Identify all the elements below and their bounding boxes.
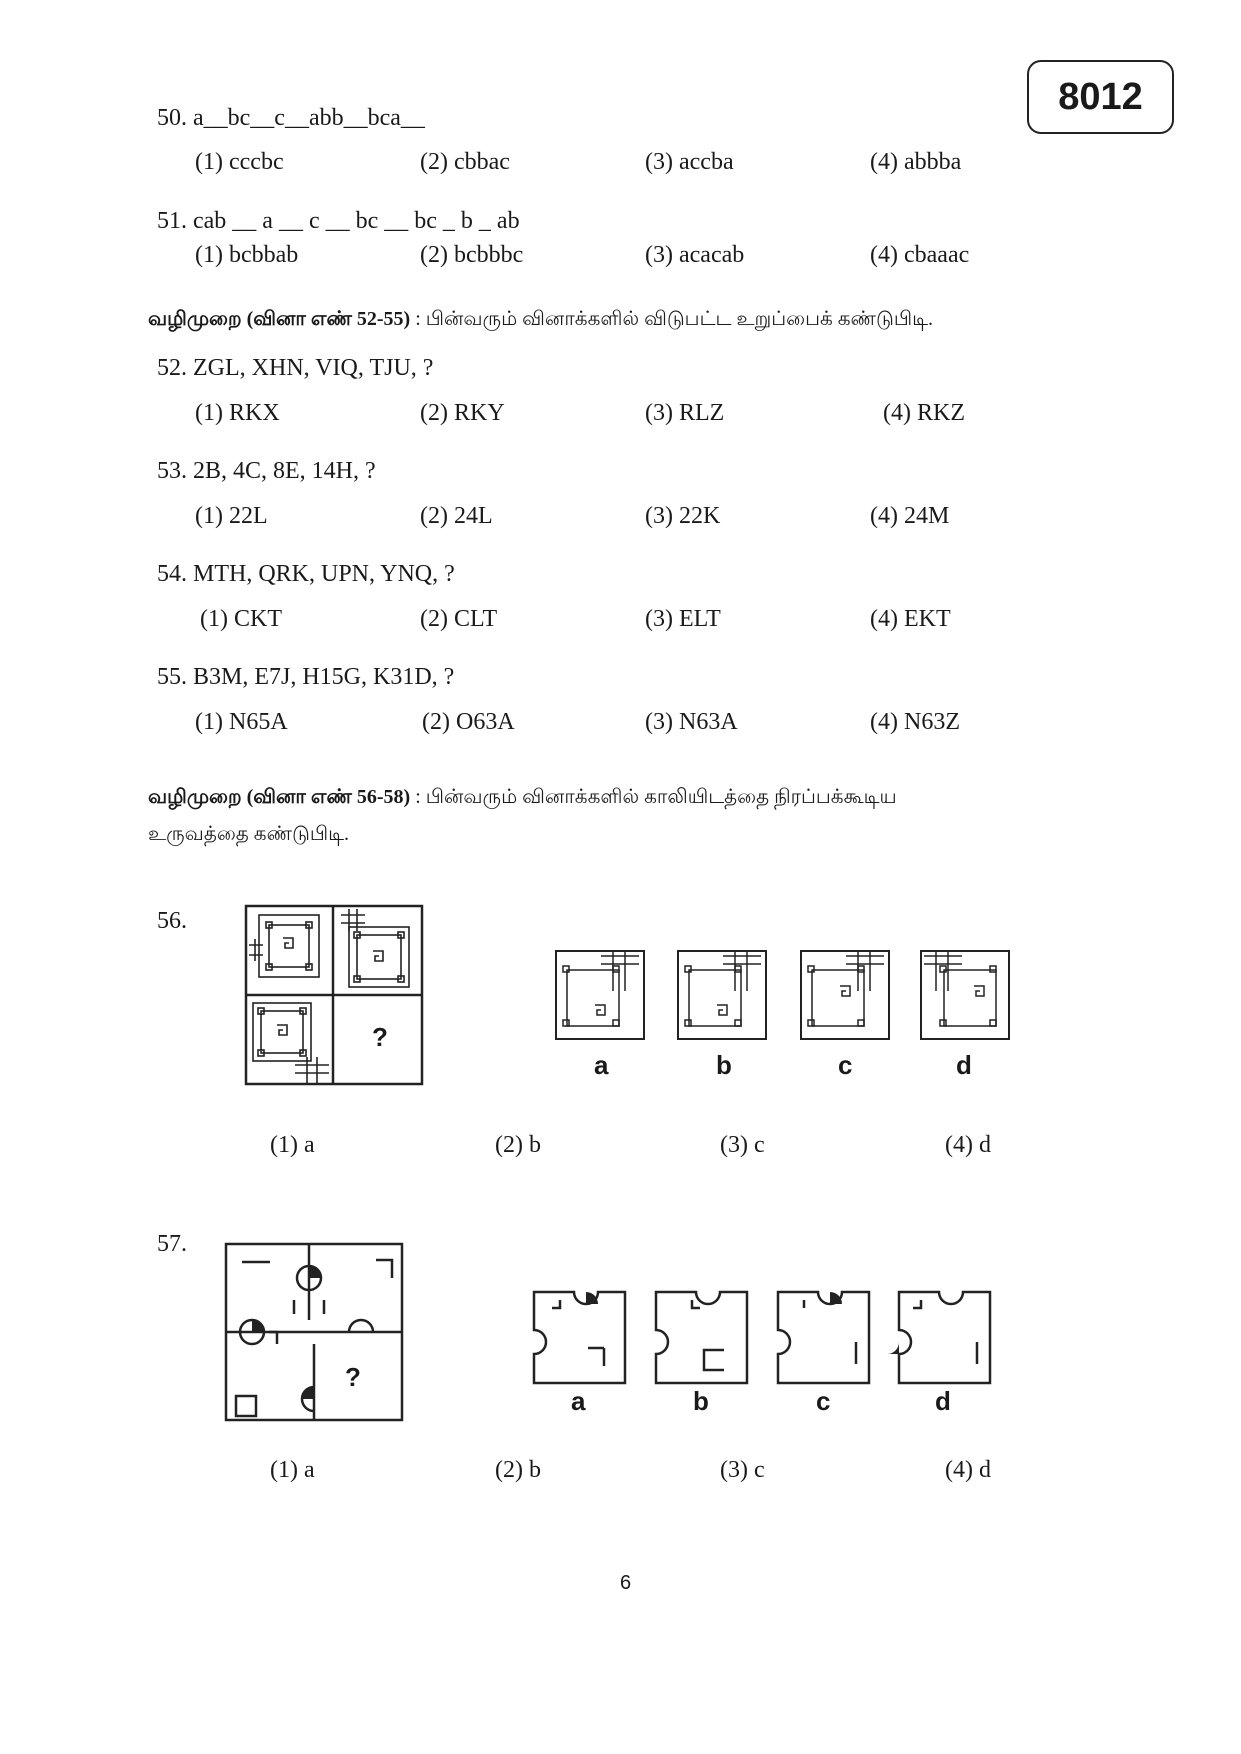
q56-option-4[interactable]: (4) d <box>945 1132 991 1158</box>
instruction-56-58 <box>148 783 897 811</box>
q52-option-1[interactable]: (1) RKX <box>195 400 280 426</box>
q57-option-1[interactable]: (1) a <box>270 1457 315 1483</box>
question-54: 54. MTH, QRK, UPN, YNQ, ? <box>157 561 455 587</box>
q56-option-1[interactable]: (1) a <box>270 1132 315 1158</box>
q56-option-2[interactable]: (2) b <box>495 1132 541 1158</box>
question-56-number: 56. <box>157 908 187 934</box>
q57-figure-label-d: d <box>935 1386 951 1416</box>
page-number: 6 <box>620 1572 632 1594</box>
q56-question-mark: ? <box>372 1022 388 1052</box>
q57-answer-figure-c <box>776 1290 871 1385</box>
q50-option-4[interactable]: (4) abbba <box>870 149 962 175</box>
q57-figure-label-c: c <box>816 1386 831 1416</box>
q56-problem-figure <box>245 905 423 1085</box>
q57-option-3[interactable]: (3) c <box>720 1457 765 1483</box>
q56-figure-label-c: c <box>838 1050 853 1080</box>
paper-code-box <box>1027 60 1174 134</box>
q55-option-3[interactable]: (3) N63A <box>645 709 738 735</box>
q52-option-2[interactable]: (2) RKY <box>420 400 505 426</box>
q55-option-1[interactable]: (1) N65A <box>195 709 288 735</box>
q56-figure-label-d: d <box>956 1050 972 1080</box>
instruction-52-55 <box>148 305 933 333</box>
q57-figure-label-b: b <box>693 1386 709 1416</box>
q50-option-2[interactable]: (2) cbbac <box>420 149 510 175</box>
q56-answer-figure-c <box>800 950 890 1040</box>
q51-option-1[interactable]: (1) bcbbab <box>195 242 299 268</box>
q57-problem-figure <box>224 1242 404 1422</box>
instruction-52-55-text: : பின்வரும் வினாக்களில் விடுபட்ட உறுப்பைக் கண்டுபிடி. <box>410 308 934 330</box>
q57-option-4[interactable]: (4) d <box>945 1457 991 1483</box>
q53-option-4[interactable]: (4) 24M <box>870 503 950 529</box>
q57-answer-figure-a <box>532 1290 627 1385</box>
q57-answer-figure-b <box>654 1290 749 1385</box>
q56-option-3[interactable]: (3) c <box>720 1132 765 1158</box>
q54-option-3[interactable]: (3) ELT <box>645 606 721 632</box>
q52-option-3[interactable]: (3) RLZ <box>645 400 725 426</box>
q56-answer-figure-b <box>677 950 767 1040</box>
question-51: 51. cab __ a __ c __ bc __ bc _ b _ ab <box>157 208 520 234</box>
q55-option-4[interactable]: (4) N63Z <box>870 709 960 735</box>
q50-option-1[interactable]: (1) cccbc <box>195 149 284 175</box>
question-57-number: 57. <box>157 1231 187 1257</box>
question-50: 50. a__bc__c__abb__bca__ <box>157 105 425 131</box>
q57-answer-figure-d <box>897 1290 992 1385</box>
question-52: 52. ZGL, XHN, VIQ, TJU, ? <box>157 355 434 381</box>
instruction-56-58-line2: உருவத்தை கண்டுபிடி. <box>148 823 350 845</box>
q51-option-4[interactable]: (4) cbaaac <box>870 242 970 268</box>
instruction-56-58-text: : பின்வரும் வினாக்களில் காலியிடத்தை நிரப்பக்கூடிய <box>410 786 897 808</box>
q57-option-2[interactable]: (2) b <box>495 1457 541 1483</box>
q53-option-2[interactable]: (2) 24L <box>420 503 493 529</box>
q56-answer-figure-d <box>920 950 1010 1040</box>
q57-question-mark: ? <box>345 1362 361 1392</box>
q56-figure-label-a: a <box>594 1050 609 1080</box>
q50-option-3[interactable]: (3) accba <box>645 149 734 175</box>
question-55: 55. B3M, E7J, H15G, K31D, ? <box>157 664 455 690</box>
instruction-52-55-heading: வழிமுறை (வினா எண் 52-55) <box>148 308 411 330</box>
q53-option-3[interactable]: (3) 22K <box>645 503 721 529</box>
q52-option-4[interactable]: (4) RKZ <box>883 400 965 426</box>
q53-option-1[interactable]: (1) 22L <box>195 503 268 529</box>
q56-figure-label-b: b <box>716 1050 732 1080</box>
q54-option-1[interactable]: (1) CKT <box>200 606 282 632</box>
q57-figure-label-a: a <box>571 1386 586 1416</box>
q51-option-2[interactable]: (2) bcbbbc <box>420 242 524 268</box>
question-53: 53. 2B, 4C, 8E, 14H, ? <box>157 458 376 484</box>
q51-option-3[interactable]: (3) acacab <box>645 242 745 268</box>
paper-code: 8012 <box>1058 75 1143 118</box>
q54-option-2[interactable]: (2) CLT <box>420 606 498 632</box>
q54-option-4[interactable]: (4) EKT <box>870 606 951 632</box>
instruction-56-58-heading: வழிமுறை (வினா எண் 56-58) <box>148 786 411 808</box>
q55-option-2[interactable]: (2) O63A <box>422 709 515 735</box>
q56-answer-figure-a <box>555 950 645 1040</box>
